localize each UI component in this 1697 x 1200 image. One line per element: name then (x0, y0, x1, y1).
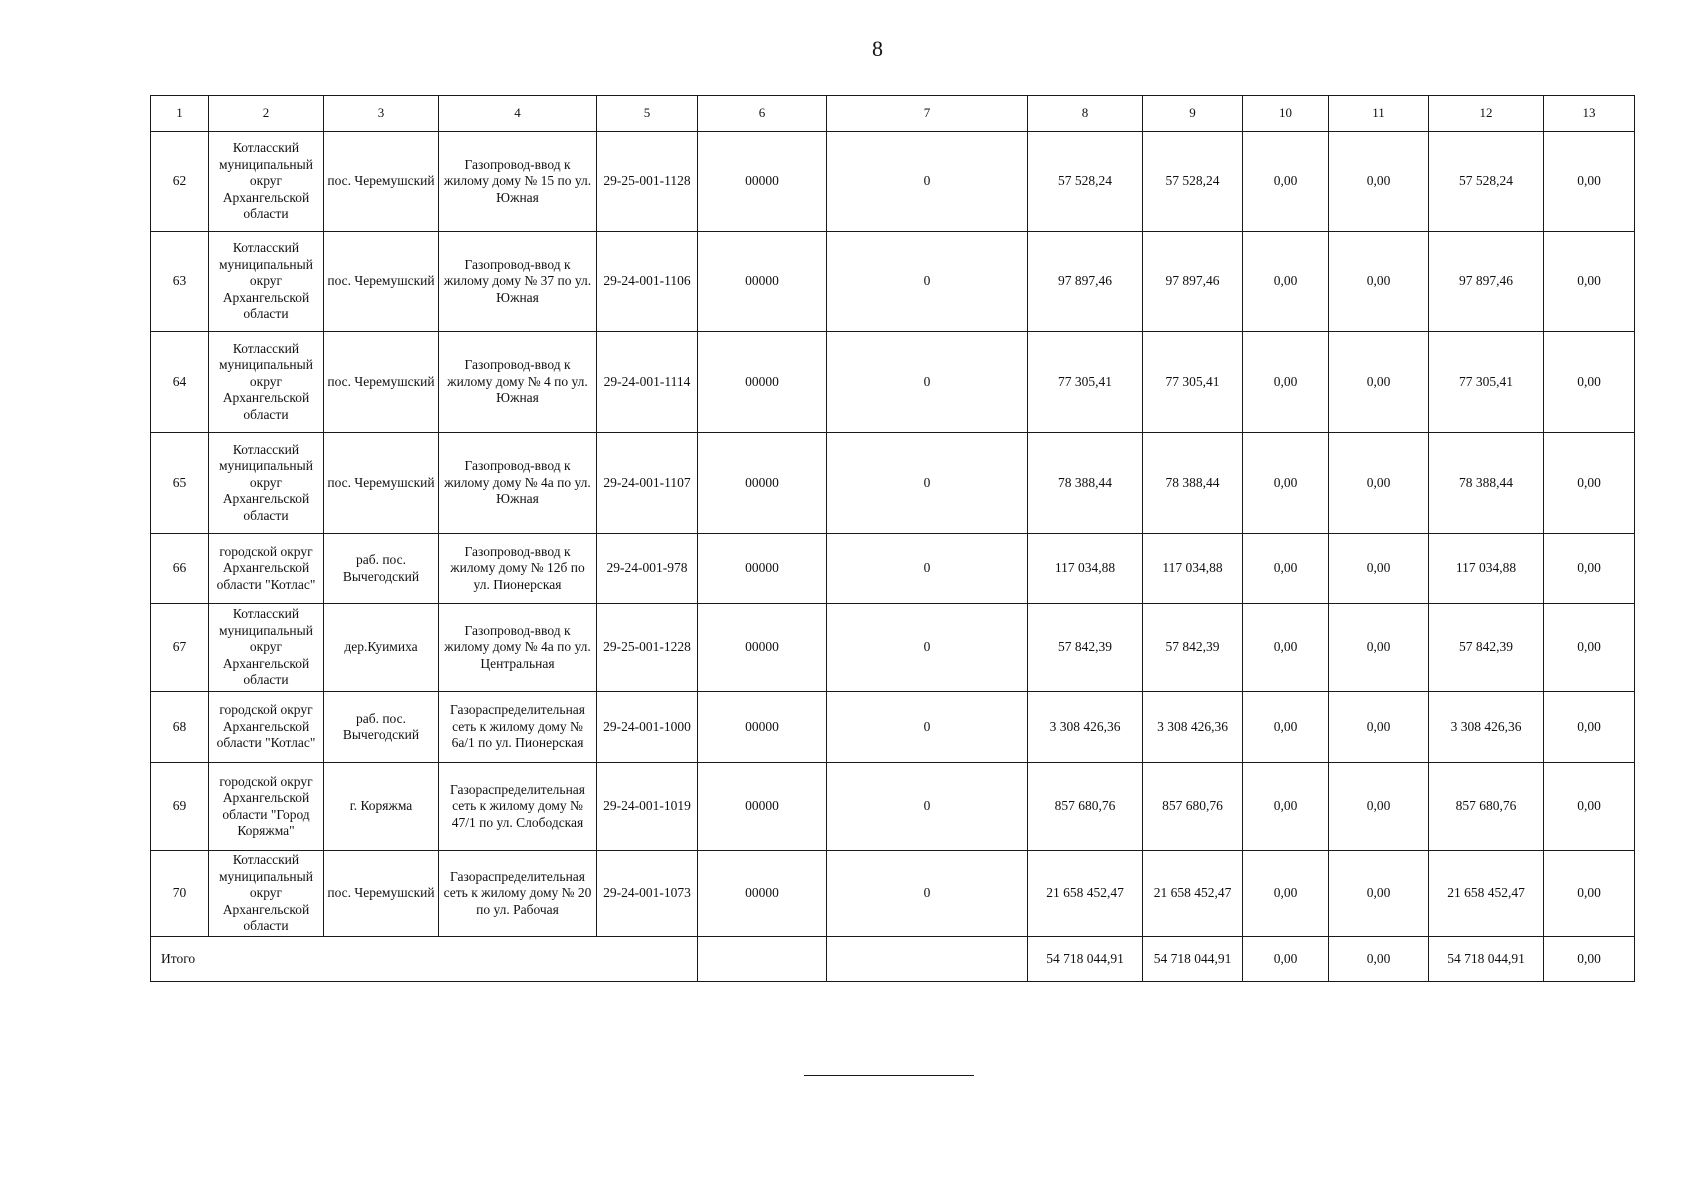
cadastral-number-cell: 29-25-001-1128 (597, 132, 698, 232)
object-name-cell: Газопровод-ввод к жилому дому № 12б по ул. Пионерская (439, 534, 597, 604)
col10-amount-cell: 0,00 (1243, 433, 1329, 534)
code-cell: 00000 (698, 232, 827, 332)
total-empty-cell (827, 937, 1028, 982)
col7-cell: 0 (827, 433, 1028, 534)
col11-amount-cell: 0,00 (1329, 232, 1429, 332)
table-row (151, 763, 1635, 851)
col10-amount-cell: 0,00 (1243, 332, 1329, 433)
col11-amount-cell: 0,00 (1329, 851, 1429, 937)
column-header: 13 (1544, 96, 1635, 132)
col7-cell: 0 (827, 332, 1028, 433)
row-number-cell: 65 (151, 433, 209, 534)
register-table-wrapper (150, 95, 1634, 982)
object-name-cell: Газораспределительная сеть к жилому дому № 6а/1 по ул. Пионерская (439, 692, 597, 763)
col13-amount-cell: 0,00 (1544, 604, 1635, 692)
col12-amount-cell: 77 305,41 (1429, 332, 1544, 433)
col9-amount-cell: 857 680,76 (1143, 763, 1243, 851)
object-name-cell: Газопровод-ввод к жилому дому № 4а по ул. Центральная (439, 604, 597, 692)
total-amount-cell: 0,00 (1544, 937, 1635, 982)
row-number-cell: 67 (151, 604, 209, 692)
col11-amount-cell: 0,00 (1329, 132, 1429, 232)
col11-amount-cell: 0,00 (1329, 604, 1429, 692)
municipality-cell: городской округ Архангельской области "Котлас" (209, 692, 324, 763)
table-row (151, 534, 1635, 604)
footer-separator-line (804, 1075, 974, 1076)
municipality-cell: Котласский муниципальный округ Архангельской области (209, 132, 324, 232)
table-row (151, 604, 1635, 692)
municipality-cell: Котласский муниципальный округ Архангельской области (209, 851, 324, 937)
col11-amount-cell: 0,00 (1329, 763, 1429, 851)
cadastral-number-cell: 29-24-001-1107 (597, 433, 698, 534)
table-row (151, 692, 1635, 763)
code-cell: 00000 (698, 433, 827, 534)
column-number-row (151, 96, 1635, 132)
object-name-cell: Газопровод-ввод к жилому дому № 15 по ул. Южная (439, 132, 597, 232)
col10-amount-cell: 0,00 (1243, 692, 1329, 763)
col13-amount-cell: 0,00 (1544, 433, 1635, 534)
column-header: 8 (1028, 96, 1143, 132)
column-header: 10 (1243, 96, 1329, 132)
col8-amount-cell: 57 528,24 (1028, 132, 1143, 232)
col13-amount-cell: 0,00 (1544, 763, 1635, 851)
column-header: 2 (209, 96, 324, 132)
table-row (151, 132, 1635, 232)
col9-amount-cell: 57 528,24 (1143, 132, 1243, 232)
table-row (151, 332, 1635, 433)
col8-amount-cell: 57 842,39 (1028, 604, 1143, 692)
municipality-cell: городской округ Архангельской области "Город Коряжма" (209, 763, 324, 851)
cadastral-number-cell: 29-24-001-1000 (597, 692, 698, 763)
settlement-cell: пос. Черемушский (324, 232, 439, 332)
col10-amount-cell: 0,00 (1243, 132, 1329, 232)
col7-cell: 0 (827, 692, 1028, 763)
total-amount-cell: 54 718 044,91 (1143, 937, 1243, 982)
object-name-cell: Газопровод-ввод к жилому дому № 37 по ул. Южная (439, 232, 597, 332)
col9-amount-cell: 21 658 452,47 (1143, 851, 1243, 937)
municipality-cell: Котласский муниципальный округ Архангельской области (209, 332, 324, 433)
code-cell: 00000 (698, 692, 827, 763)
col13-amount-cell: 0,00 (1544, 232, 1635, 332)
total-label: Итого (151, 937, 698, 982)
register-table (150, 95, 1635, 982)
cadastral-number-cell: 29-24-001-1114 (597, 332, 698, 433)
col11-amount-cell: 0,00 (1329, 692, 1429, 763)
col12-amount-cell: 117 034,88 (1429, 534, 1544, 604)
col11-amount-cell: 0,00 (1329, 433, 1429, 534)
settlement-cell: раб. пос. Вычегодский (324, 534, 439, 604)
column-header: 5 (597, 96, 698, 132)
col9-amount-cell: 3 308 426,36 (1143, 692, 1243, 763)
cadastral-number-cell: 29-24-001-1073 (597, 851, 698, 937)
row-number-cell: 70 (151, 851, 209, 937)
col11-amount-cell: 0,00 (1329, 534, 1429, 604)
col13-amount-cell: 0,00 (1544, 534, 1635, 604)
municipality-cell: Котласский муниципальный округ Архангельской области (209, 433, 324, 534)
cadastral-number-cell: 29-24-001-978 (597, 534, 698, 604)
total-amount-cell: 0,00 (1329, 937, 1429, 982)
code-cell: 00000 (698, 332, 827, 433)
table-row (151, 433, 1635, 534)
col8-amount-cell: 77 305,41 (1028, 332, 1143, 433)
table-row (151, 851, 1635, 937)
settlement-cell: дер.Куимиха (324, 604, 439, 692)
column-header: 4 (439, 96, 597, 132)
col10-amount-cell: 0,00 (1243, 604, 1329, 692)
column-header: 7 (827, 96, 1028, 132)
row-number-cell: 66 (151, 534, 209, 604)
cadastral-number-cell: 29-25-001-1228 (597, 604, 698, 692)
settlement-cell: г. Коряжма (324, 763, 439, 851)
settlement-cell: пос. Черемушский (324, 132, 439, 232)
col7-cell: 0 (827, 763, 1028, 851)
col10-amount-cell: 0,00 (1243, 763, 1329, 851)
settlement-cell: пос. Черемушский (324, 332, 439, 433)
code-cell: 00000 (698, 534, 827, 604)
col9-amount-cell: 57 842,39 (1143, 604, 1243, 692)
code-cell: 00000 (698, 763, 827, 851)
col12-amount-cell: 21 658 452,47 (1429, 851, 1544, 937)
col12-amount-cell: 57 842,39 (1429, 604, 1544, 692)
code-cell: 00000 (698, 851, 827, 937)
row-number-cell: 64 (151, 332, 209, 433)
col10-amount-cell: 0,00 (1243, 534, 1329, 604)
column-header: 11 (1329, 96, 1429, 132)
column-header: 3 (324, 96, 439, 132)
object-name-cell: Газопровод-ввод к жилому дому № 4 по ул. Южная (439, 332, 597, 433)
settlement-cell: пос. Черемушский (324, 433, 439, 534)
column-header: 6 (698, 96, 827, 132)
municipality-cell: Котласский муниципальный округ Архангельской области (209, 604, 324, 692)
col8-amount-cell: 857 680,76 (1028, 763, 1143, 851)
col7-cell: 0 (827, 232, 1028, 332)
col7-cell: 0 (827, 851, 1028, 937)
col10-amount-cell: 0,00 (1243, 851, 1329, 937)
object-name-cell: Газораспределительная сеть к жилому дому № 47/1 по ул. Слободская (439, 763, 597, 851)
col8-amount-cell: 3 308 426,36 (1028, 692, 1143, 763)
settlement-cell: раб. пос. Вычегодский (324, 692, 439, 763)
col8-amount-cell: 117 034,88 (1028, 534, 1143, 604)
total-row (151, 937, 1635, 982)
col8-amount-cell: 78 388,44 (1028, 433, 1143, 534)
row-number-cell: 62 (151, 132, 209, 232)
col13-amount-cell: 0,00 (1544, 692, 1635, 763)
col12-amount-cell: 97 897,46 (1429, 232, 1544, 332)
cadastral-number-cell: 29-24-001-1106 (597, 232, 698, 332)
row-number-cell: 63 (151, 232, 209, 332)
total-amount-cell: 54 718 044,91 (1028, 937, 1143, 982)
object-name-cell: Газопровод-ввод к жилому дому № 4а по ул. Южная (439, 433, 597, 534)
table-row (151, 232, 1635, 332)
col9-amount-cell: 97 897,46 (1143, 232, 1243, 332)
municipality-cell: Котласский муниципальный округ Архангельской области (209, 232, 324, 332)
col12-amount-cell: 57 528,24 (1429, 132, 1544, 232)
col12-amount-cell: 78 388,44 (1429, 433, 1544, 534)
column-header: 1 (151, 96, 209, 132)
code-cell: 00000 (698, 132, 827, 232)
col9-amount-cell: 77 305,41 (1143, 332, 1243, 433)
col7-cell: 0 (827, 604, 1028, 692)
col9-amount-cell: 78 388,44 (1143, 433, 1243, 534)
row-number-cell: 69 (151, 763, 209, 851)
total-amount-cell: 54 718 044,91 (1429, 937, 1544, 982)
col13-amount-cell: 0,00 (1544, 332, 1635, 433)
code-cell: 00000 (698, 604, 827, 692)
col7-cell: 0 (827, 132, 1028, 232)
page-number: 8 (872, 36, 883, 61)
col8-amount-cell: 21 658 452,47 (1028, 851, 1143, 937)
col12-amount-cell: 857 680,76 (1429, 763, 1544, 851)
col7-cell: 0 (827, 534, 1028, 604)
object-name-cell: Газораспределительная сеть к жилому дому № 20 по ул. Рабочая (439, 851, 597, 937)
column-header: 9 (1143, 96, 1243, 132)
col13-amount-cell: 0,00 (1544, 132, 1635, 232)
col13-amount-cell: 0,00 (1544, 851, 1635, 937)
col11-amount-cell: 0,00 (1329, 332, 1429, 433)
table-body (151, 96, 1635, 982)
col8-amount-cell: 97 897,46 (1028, 232, 1143, 332)
row-number-cell: 68 (151, 692, 209, 763)
total-empty-cell (698, 937, 827, 982)
col9-amount-cell: 117 034,88 (1143, 534, 1243, 604)
col12-amount-cell: 3 308 426,36 (1429, 692, 1544, 763)
total-amount-cell: 0,00 (1243, 937, 1329, 982)
column-header: 12 (1429, 96, 1544, 132)
cadastral-number-cell: 29-24-001-1019 (597, 763, 698, 851)
col10-amount-cell: 0,00 (1243, 232, 1329, 332)
settlement-cell: пос. Черемушский (324, 851, 439, 937)
municipality-cell: городской округ Архангельской области "Котлас" (209, 534, 324, 604)
